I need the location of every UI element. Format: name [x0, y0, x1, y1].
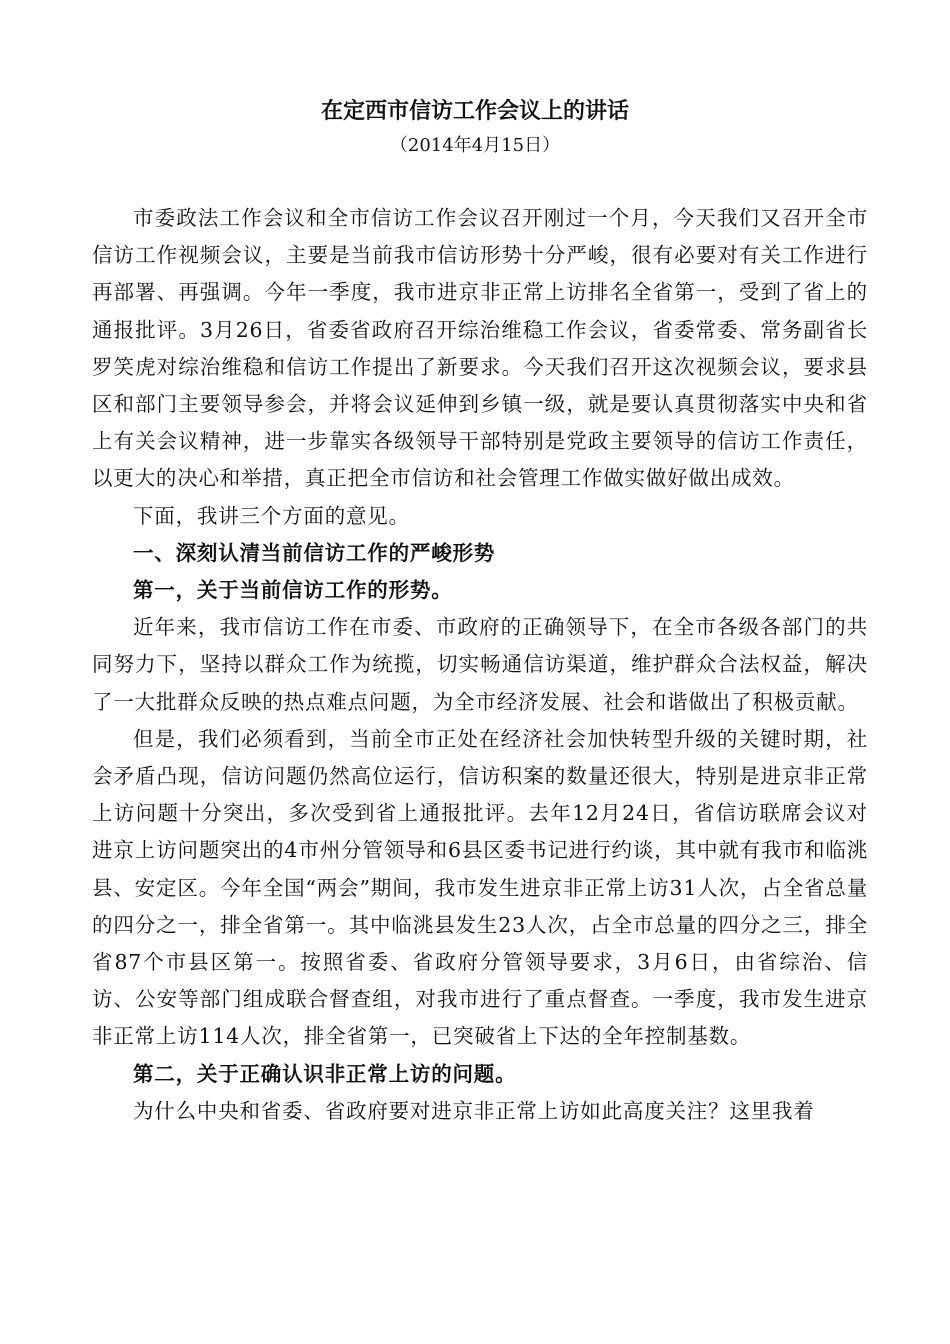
paragraph-situation: 但是，我们必须看到，当前全市正处在经济社会加快转型升级的关键时期，社会矛盾凸现，信访问题仍然高位运行，信访积案的数量还很大，特别是进京非正常上访问题十分突出，多次受到省上通报批评。去年12月24日，省信访联席会议对进京上访问题突出的4市州分管领导和6县区委书记进行约谈，其中就有我市和临洮县、安定区。今年全国“两会”期间，我市发生进京非正常上访31人次，占全省总量的四分之一，排全省第一。其中临洮县发生23人次，占全市总量的四分之三，排全省87个市县区第一。按照省委、省政府分管领导要求，3月6日，由省综治、信访、公安等部门组成联合督查组，对我市进行了重点督查。一季度，我市发生进京非正常上访114人次，排全省第一，已突破省上下达的全年控制基数。	[92, 726, 868, 1049]
paragraph-question: 为什么中央和省委、省政府要对进京非正常上访如此高度关注？这里我着	[133, 1098, 815, 1123]
document-body	[92, 200, 868, 1130]
subsection-heading-2: 第二，关于正确认识非正常上访的问题。	[133, 1061, 517, 1086]
subsection-heading-1: 第一，关于当前信访工作的形势。	[133, 578, 453, 603]
document-date: （2014年4月15日）	[389, 135, 561, 156]
document-title: 在定西市信访工作会议上的讲话	[320, 98, 629, 124]
section-heading-1: 一、深刻认清当前信访工作的严峻形势	[133, 540, 496, 565]
paragraph-achievements: 近年来，我市信访工作在市委、市政府的正确领导下，在全市各级各部门的共同努力下，坚持以群众工作为统揽，切实畅通信访渠道，维护群众合法权益，解决了一大批群众反映的热点难点问题，为全市经济发展、社会和谐做出了积极贡献。	[92, 615, 868, 714]
paragraph-outline: 下面，我讲三个方面的意见。	[133, 503, 410, 528]
paragraph-intro: 市委政法工作会议和全市信访工作会议召开刚过一个月，今天我们又召开全市信访工作视频会议，主要是当前我市信访形势十分严峻，很有必要对有关工作进行再部署、再强调。今年一季度，我市进京非正常上访排名全省第一，受到了省上的通报批评。3月26日，省委省政府召开综治维稳工作会议，省委常委、常务副省长罗笑虎对综治维稳和信访工作提出了新要求。今天我们召开这次视频会议，要求县区和部门主要领导参会，并将会议延伸到乡镇一级，就是要认真贯彻落实中央和省上有关会议精神，进一步靠实各级领导干部特别是党政主要领导的信访工作责任，以更大的决心和举措，真正把全市信访和社会管理工作做实做好做出成效。	[92, 206, 868, 491]
